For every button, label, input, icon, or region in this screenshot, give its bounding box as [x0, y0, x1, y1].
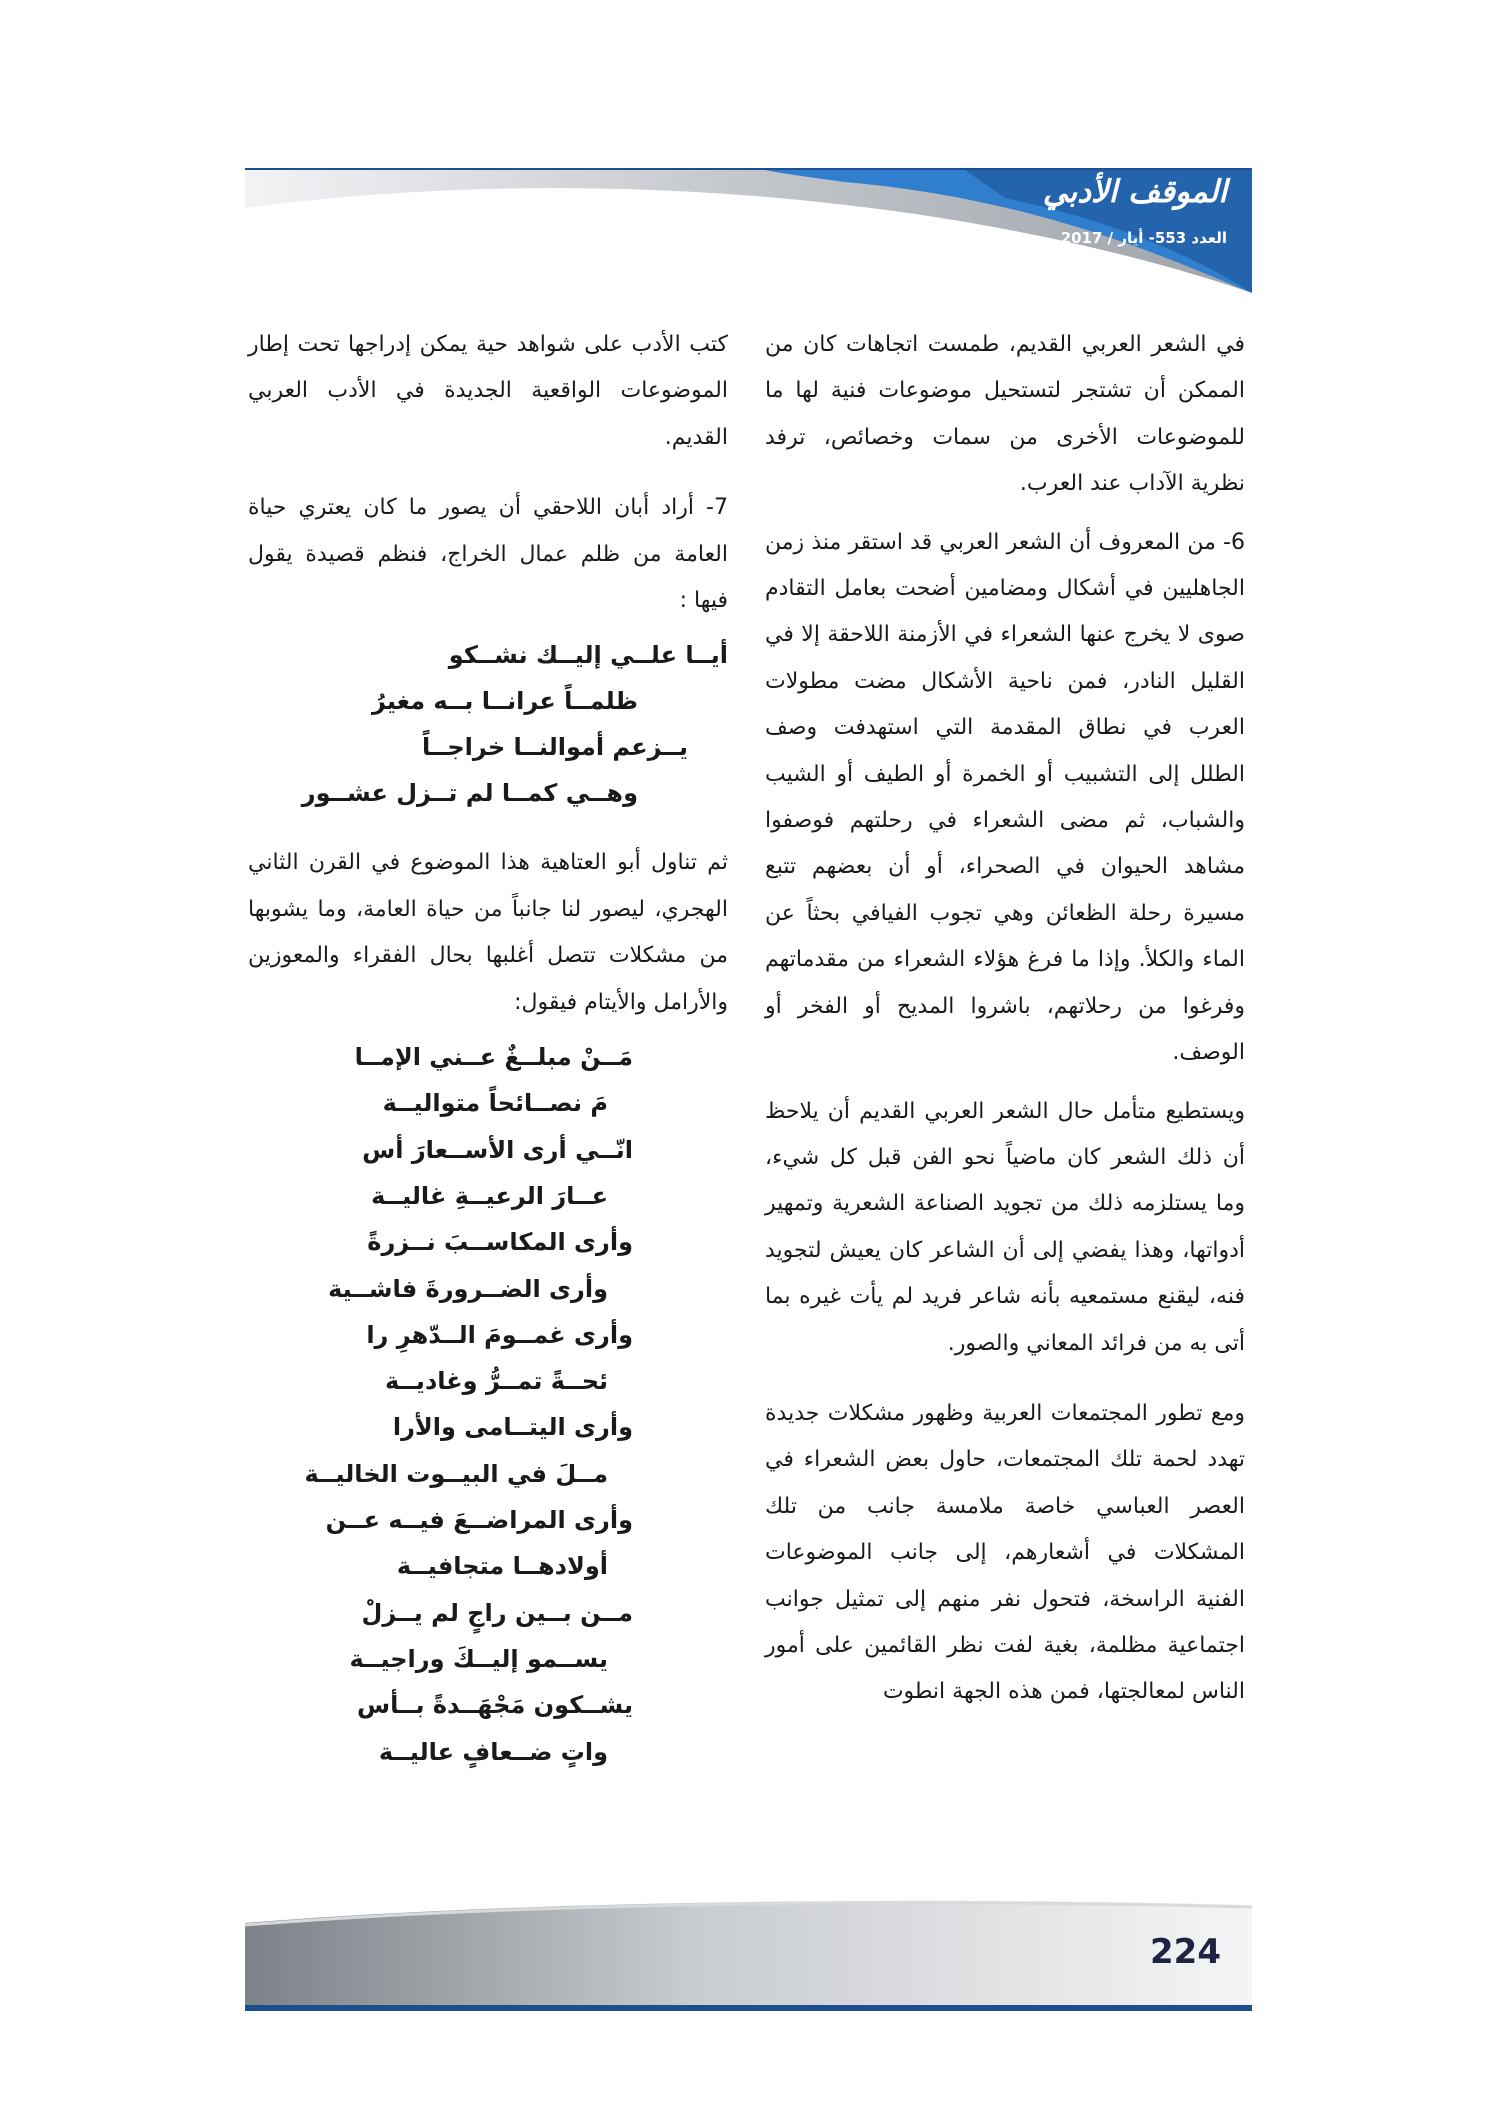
- verse-line: مَــنْ مبلــغٌ عــني الإمــا: [354, 1043, 633, 1072]
- verse-line: يــزعم أموالنــا خراجــاً: [421, 733, 688, 762]
- paragraph: 7- أراد أبان اللاحقي أن يصور ما كان يعتري حياة العامة من ظلم عمال الخراج، فنظم قصيدة يقول فيها :: [248, 495, 728, 614]
- issue-line: العدد 553- أيار / 2017: [1060, 229, 1227, 247]
- paragraph: ثم تناول أبو العتاهية هذا الموضوع في القرن الثاني الهجري، ليصور لنا جانباً من حياة العامة، وما يشوبها من مشكلات تتصل أغلبها بحال الفقراء والمعوزين والأرامل والأيتام فيقول:: [248, 850, 728, 1015]
- verse-line: وأرى اليتــامى والأرا: [392, 1413, 633, 1442]
- verse-line: أولادهــا متجافيــة: [396, 1552, 608, 1581]
- verse-line: وأرى المكاســبَ نــزرةً: [367, 1228, 633, 1257]
- paragraph: في الشعر العربي القديم، طمست اتجاهات كان من الممكن أن تشتجر لتستحيل موضوعات فنية لها ما للموضوعات الأخرى من سمات وخصائص، ترفد نظرية الآداب عند العرب.: [765, 332, 1245, 497]
- paragraph: ويستطيع متأمل حال الشعر العربي القديم أن يلاحظ أن ذلك الشعر كان ماضياً نحو الفن قبل كل شيء، وما يستلزمه ذلك من تجويد الصناعة الشعرية وتمهير أدواتها، وهذا يفضي إلى أن الشاعر كان يعيش لتجويد فنه، ليقنع مستمعيه بأنه شاعر فريد لم يأت غيره بما أتى به من فرائد المعاني والصور.: [765, 1098, 1245, 1356]
- paragraph: كتب الأدب على شواهد حية يمكن إدراجها تحت إطار الموضوعات الواقعية الجديدة في الأدب العربي القديم.: [248, 332, 728, 450]
- verse-line: انّــي أرى الأســعارَ أس: [362, 1135, 633, 1164]
- footer-banner: [245, 1893, 1252, 2013]
- poem-abu-al-atahiya: [248, 1034, 728, 1775]
- magazine-logo: الموقف الأدبي: [1042, 174, 1227, 210]
- verse-line: عــارَ الرعيــةِ غاليــة: [371, 1181, 608, 1210]
- verse-line: وأرى غمــومَ الــدّهرِ را: [366, 1320, 633, 1349]
- verse-line: واتٍ ضــعافٍ عاليــة: [378, 1737, 608, 1766]
- verse-line: ئحــةً تمــرُّ وغاديــة: [384, 1367, 608, 1396]
- right-column: [765, 322, 1245, 1716]
- poem-abban: [248, 632, 728, 816]
- paragraph: ومع تطور المجتمعات العربية وظهور مشكلات جديدة تهدد لحمة تلك المجتمعات، حاول بعض الشعراء في العصر العباسي خاصة ملامسة جانب من تلك المشكلات في أشعارهم، إلى جانب الموضوعات الفنية الراسخة، فتحول نفر منهم إلى تمثيل جوانب اجتماعية مظلمة، بغية لفت نظر القائمين على أمور الناس لمعالجتها، فمن هذه الجهة انطوت: [765, 1400, 1245, 1705]
- verse-line: مــلَ في البيــوت الخاليــة: [304, 1459, 608, 1488]
- verse-line: يســمو إليــكَ وراجيــة: [349, 1644, 608, 1673]
- page-number: 224: [1150, 1932, 1221, 1972]
- verse-line: مَ نصــائحاً متواليــة: [382, 1089, 608, 1118]
- verse-line: يشــكون مَجْهَــدةً بــأس: [356, 1691, 633, 1720]
- verse-line: ظلمــاً عرانــا بــه مغيرُ: [371, 687, 638, 716]
- verse-line: مــن بــين راجٍ لم يــزلْ: [361, 1598, 633, 1627]
- paragraph: 6- من المعروف أن الشعر العربي قد استقر منذ زمن الجاهليين في أشكال ومضامين أضحت بعامل التقادم صوى لا يخرج عنها الشعراء في الأزمنة اللاحقة إلا في القليل النادر، فمن ناحية الأشكال مضت مطولات العرب في نطاق المقدمة التي استهدفت وصف الطلل إلى التشبيب أو الخمرة أو الطيف أو الشيب والشباب، ثم مضى الشعراء في رحلتهم فوصفوا مشاهد الحيوان في الصحراء، أو أن بعضهم تتبع مسيرة رحلة الظعائن وهي تجوب الفيافي بحثاً عن الماء والكلأ. وإذا ما فرغ هؤلاء الشعراء من مقدماتهم وفرغوا من رحلاتهم، باشروا المديح أو الفخر أو الوصف.: [765, 529, 1245, 1066]
- verse-line: وأرى المراضــعَ فيــه عــن: [325, 1506, 633, 1535]
- verse-line: وأرى الضــرورةَ فاشــية: [328, 1274, 608, 1303]
- verse-line: أيــا علــي إليــك نشــكو: [448, 641, 728, 670]
- verse-line: وهــي كمــا لم تــزل عشــور: [301, 779, 638, 808]
- left-column: [248, 322, 728, 1775]
